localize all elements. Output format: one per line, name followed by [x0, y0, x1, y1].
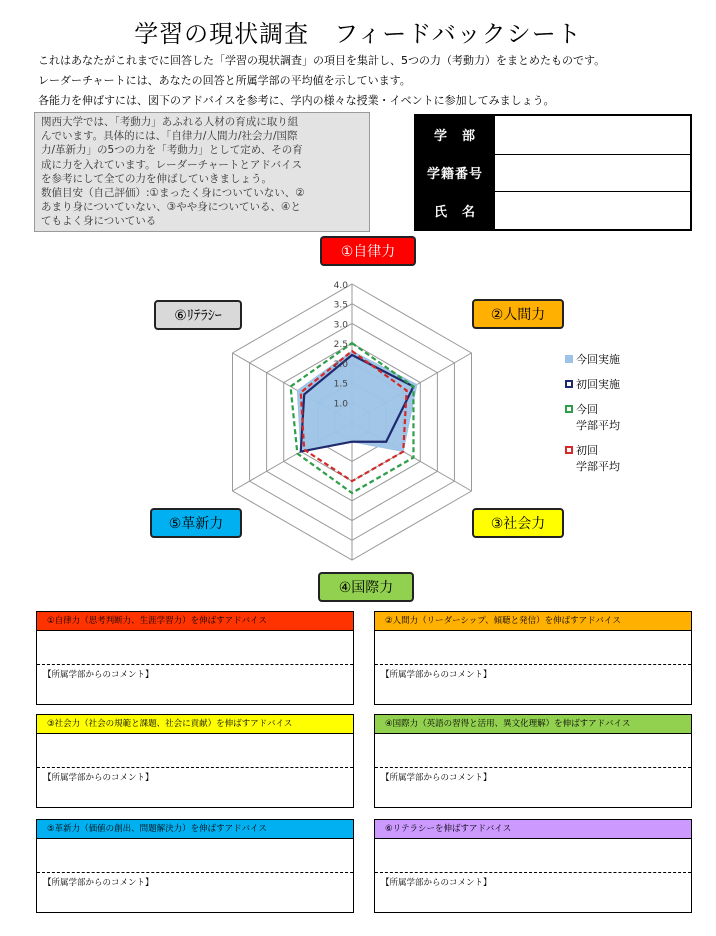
advice-body[interactable] — [37, 631, 353, 665]
capability-label-autonomy: ①自律力 — [320, 236, 416, 266]
faculty-comment-label: 【所属学部からのコメント】 — [43, 878, 154, 888]
advice-header: ⑥リテラシーを伸ばすアドバイス — [375, 820, 691, 839]
intro-line-1: これはあなたがこれまでに回答した「学習の現状調査」の項目を集計し、5つの力（考動力）をまとめたものです。 — [38, 54, 606, 67]
description-line: 成に力を入れています。レーダーチャートとアドバイス — [41, 158, 303, 171]
advice-panel-society — [36, 714, 354, 808]
faculty-comment-label: 【所属学部からのコメント】 — [381, 878, 492, 888]
student-id-label: 学籍番号 — [416, 154, 494, 192]
name-label: 氏 名 — [416, 191, 494, 229]
chart-legend — [565, 352, 636, 484]
advice-body[interactable] — [375, 734, 691, 768]
capability-label-international: ④国際力 — [318, 572, 414, 602]
legend-item — [565, 443, 636, 475]
advice-header: ①自律力（思考判断力、生涯学習力）を伸ばすアドバイス — [37, 612, 353, 631]
description-line: んでいます。具体的には、「自律力/人間力/社会力/国際 — [41, 130, 298, 143]
advice-header: ②人間力（リーダーシップ、傾聴と発信）を伸ばすアドバイス — [375, 612, 691, 631]
capability-label-humanity: ②人間力 — [472, 299, 564, 329]
radar-tick-label: 4.0 — [333, 281, 348, 291]
advice-header: ⑤革新力（価値の創出、問題解決力）を伸ばすアドバイス — [37, 820, 353, 839]
radar-tick-label: 2.0 — [333, 359, 348, 370]
advice-body[interactable] — [37, 839, 353, 873]
page-title: 学習の現状調査 フィードバックシート — [134, 20, 582, 48]
advice-panel-international — [374, 714, 692, 808]
advice-panel-autonomy — [36, 611, 354, 705]
legend-swatch — [565, 380, 573, 388]
radar-tick-label: 3.0 — [333, 320, 348, 331]
radar-tick-label: 3.5 — [333, 300, 348, 311]
faculty-comment-label: 【所属学部からのコメント】 — [381, 773, 492, 783]
advice-body[interactable] — [375, 631, 691, 665]
description-line: 力/革新力」の5つの力を「考動力」として定め、その育 — [41, 144, 303, 157]
legend-label: 初回実施 — [576, 378, 620, 391]
legend-label: 今回 学部平均 — [576, 403, 620, 432]
description-line: 数値目安（自己評価）:①まったく身についていない、② — [41, 187, 305, 200]
legend-item — [565, 402, 636, 434]
capability-label-literacy: ⑥ﾘﾃﾗｼｰ — [154, 300, 242, 330]
capability-label-innovation: ⑤革新力 — [150, 508, 242, 538]
legend-item — [565, 352, 636, 368]
radar-tick-label: 2.5 — [333, 340, 348, 351]
advice-header: ③社会力（社会の規範と課題、社会に貢献）を伸ばすアドバイス — [37, 715, 353, 734]
radar-tick-label: 1.5 — [333, 379, 348, 390]
radar-series — [291, 343, 417, 493]
intro-line-2: レーダーチャートには、あなたの回答と所属学部の平均値を示しています。 — [38, 74, 411, 87]
advice-body[interactable] — [375, 839, 691, 873]
description-line: てもよく身についている — [41, 215, 157, 228]
legend-swatch — [565, 405, 573, 413]
description-line: を参考にして全ての力を伸ばしていきましょう。 — [41, 172, 272, 185]
legend-swatch — [565, 355, 573, 363]
faculty-comment-label: 【所属学部からのコメント】 — [43, 670, 154, 680]
intro-line-3: 各能力を伸ばすには、図下のアドバイスを参考に、学内の様々な授業・イベントに参加してみましょう。 — [38, 94, 555, 107]
radar-tick-label: 1.0 — [333, 399, 348, 410]
advice-panel-humanity — [374, 611, 692, 705]
legend-swatch — [565, 446, 573, 454]
advice-header: ④国際力（英語の習得と活用、異文化理解）を伸ばすアドバイス — [375, 715, 691, 734]
faculty-label: 学 部 — [416, 116, 494, 154]
faculty-comment-label: 【所属学部からのコメント】 — [381, 670, 492, 680]
capability-label-society: ③社会力 — [472, 508, 564, 538]
radar-series-1 — [297, 351, 417, 452]
faculty-comment-label: 【所属学部からのコメント】 — [43, 773, 154, 783]
advice-panel-literacy — [374, 819, 692, 913]
description-line: 関西大学では、「考動力」あふれる人材の育成に取り組 — [41, 116, 299, 128]
description-line: あまり身についていない、③やや身についている、④と — [41, 201, 301, 214]
legend-label: 初回 学部平均 — [576, 444, 620, 473]
advice-body[interactable] — [37, 734, 353, 768]
legend-item — [565, 377, 636, 393]
legend-label: 今回実施 — [576, 353, 620, 366]
advice-panel-innovation — [36, 819, 354, 913]
